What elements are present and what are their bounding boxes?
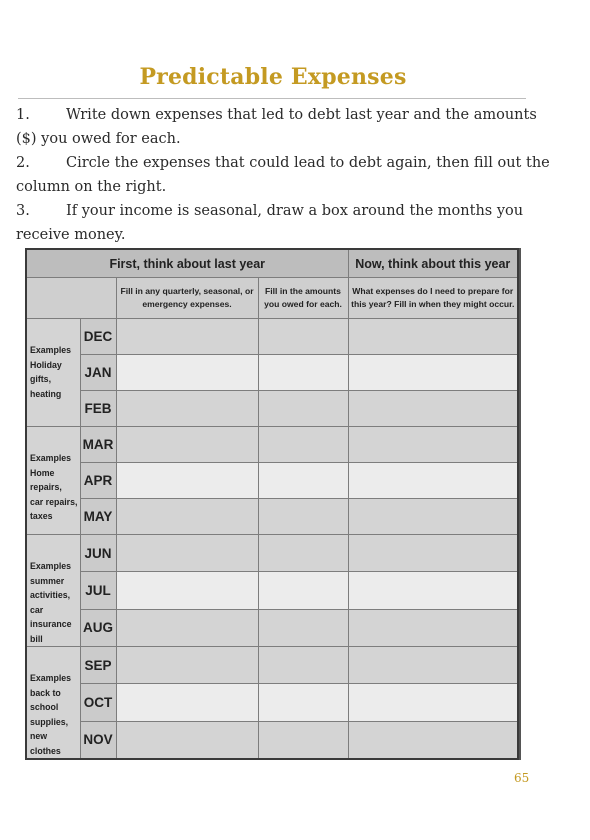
examples-label-line: repairs, — [30, 482, 62, 492]
examples-label-line: Examples — [30, 561, 72, 571]
expense-cell[interactable] — [116, 499, 258, 535]
this-year-cell[interactable] — [348, 463, 518, 499]
instruction-2-continued: column on the right. — [16, 179, 167, 195]
instructions — [16, 103, 550, 244]
expense-cell[interactable] — [116, 391, 258, 427]
instruction-text: Write down expenses that led to debt last year and the amounts — [66, 107, 537, 123]
amount-cell[interactable] — [258, 535, 348, 572]
title-divider — [18, 98, 526, 99]
amount-cell[interactable] — [258, 647, 348, 684]
instruction-number: 1. — [16, 107, 30, 123]
expense-cell[interactable] — [116, 463, 258, 499]
month-label: JUN — [80, 535, 116, 572]
examples-label-line: Holiday — [30, 359, 62, 370]
month-label: NOV — [80, 721, 116, 759]
expense-cell[interactable] — [116, 684, 258, 721]
subheader-this-year: What expenses do I need to prepare for this year? Fill in when they might occur. — [348, 278, 518, 319]
month-label: JUL — [80, 572, 116, 609]
month-label: SEP — [80, 647, 116, 684]
table-row — [26, 391, 518, 427]
instruction-1 — [16, 103, 537, 127]
examples-label — [26, 535, 80, 647]
this-year-cell[interactable] — [348, 355, 518, 391]
expense-cell[interactable] — [116, 427, 258, 463]
amount-cell[interactable] — [258, 319, 348, 355]
this-year-cell[interactable] — [348, 647, 518, 684]
header-blank-cell — [26, 278, 116, 319]
header-last-year: First, think about last year — [26, 249, 348, 278]
examples-label-line: bill — [30, 633, 43, 644]
examples-label-line: car — [30, 604, 44, 615]
month-label: FEB — [80, 391, 116, 427]
examples-label-line: back to — [30, 687, 61, 698]
month-label: AUG — [80, 609, 116, 646]
examples-label-line: clothes — [30, 745, 61, 756]
instruction-1-continued: ($) you owed for each. — [16, 131, 181, 147]
instruction-3-continued: receive money. — [16, 227, 126, 243]
table-row — [26, 535, 518, 572]
page-number: 65 — [514, 771, 530, 785]
table-row — [26, 609, 518, 646]
this-year-cell[interactable] — [348, 535, 518, 572]
examples-label-line: new — [30, 731, 48, 741]
this-year-cell[interactable] — [348, 499, 518, 535]
amount-cell[interactable] — [258, 721, 348, 759]
instruction-text: If your income is seasonal, draw a box around the months you — [66, 203, 524, 219]
month-label: MAR — [80, 427, 116, 463]
month-label: OCT — [80, 684, 116, 721]
expense-cell[interactable] — [116, 721, 258, 759]
this-year-cell[interactable] — [348, 391, 518, 427]
examples-label-line: heating — [30, 388, 62, 399]
examples-label-line: Examples — [30, 345, 72, 355]
expense-cell[interactable] — [116, 319, 258, 355]
month-label: APR — [80, 463, 116, 499]
expense-cell[interactable] — [116, 572, 258, 609]
amount-cell[interactable] — [258, 684, 348, 721]
subheader-expenses: Fill in any quarterly, seasonal, or emergency expenses. — [116, 278, 258, 319]
instruction-2 — [16, 151, 550, 175]
subheader-amounts: Fill in the amounts you owed for each. — [258, 278, 348, 319]
examples-label-line: Examples — [30, 453, 72, 463]
amount-cell[interactable] — [258, 463, 348, 499]
this-year-cell[interactable] — [348, 721, 518, 759]
table-row — [26, 463, 518, 499]
this-year-cell[interactable] — [348, 609, 518, 646]
instruction-3 — [16, 199, 528, 223]
instruction-text: Circle the expenses that could lead to debt again, then fill out the — [66, 155, 550, 171]
amount-cell[interactable] — [258, 499, 348, 535]
expense-cell[interactable] — [116, 535, 258, 572]
table-row — [26, 721, 518, 759]
table-row — [26, 355, 518, 391]
examples-label-line: insurance — [30, 619, 72, 629]
header-this-year: Now, think about this year — [348, 249, 518, 278]
month-label: MAY — [80, 499, 116, 535]
examples-label — [26, 647, 80, 760]
table-row — [26, 427, 518, 463]
table-row — [26, 572, 518, 609]
examples-label-line: supplies, — [30, 716, 69, 727]
examples-label — [26, 319, 80, 427]
expense-cell[interactable] — [116, 355, 258, 391]
this-year-cell[interactable] — [348, 572, 518, 609]
examples-label-line: Home — [30, 467, 55, 478]
examples-label-line: taxes — [30, 511, 53, 521]
examples-label-line: activities, — [30, 590, 71, 600]
expense-table — [25, 248, 519, 760]
expense-cell[interactable] — [116, 647, 258, 684]
amount-cell[interactable] — [258, 355, 348, 391]
examples-label — [26, 427, 80, 535]
month-label: JAN — [80, 355, 116, 391]
instruction-number: 3. — [16, 203, 30, 219]
amount-cell[interactable] — [258, 427, 348, 463]
instruction-number: 2. — [16, 155, 30, 171]
examples-label-line: Examples — [30, 673, 72, 683]
examples-label-line: school — [30, 702, 59, 712]
this-year-cell[interactable] — [348, 427, 518, 463]
this-year-cell[interactable] — [348, 684, 518, 721]
table-row — [26, 647, 518, 684]
this-year-cell[interactable] — [348, 319, 518, 355]
page-title: Predictable Expenses — [139, 64, 407, 90]
examples-label-line: car repairs, — [30, 496, 78, 507]
amount-cell[interactable] — [258, 572, 348, 609]
expense-cell[interactable] — [116, 609, 258, 646]
amount-cell[interactable] — [258, 391, 348, 427]
table-row — [26, 319, 518, 355]
examples-label-line: summer — [30, 575, 65, 586]
examples-label-line: gifts, — [30, 374, 52, 384]
table-row — [26, 684, 518, 721]
table-row — [26, 499, 518, 535]
amount-cell[interactable] — [258, 609, 348, 646]
month-label: DEC — [80, 319, 116, 355]
